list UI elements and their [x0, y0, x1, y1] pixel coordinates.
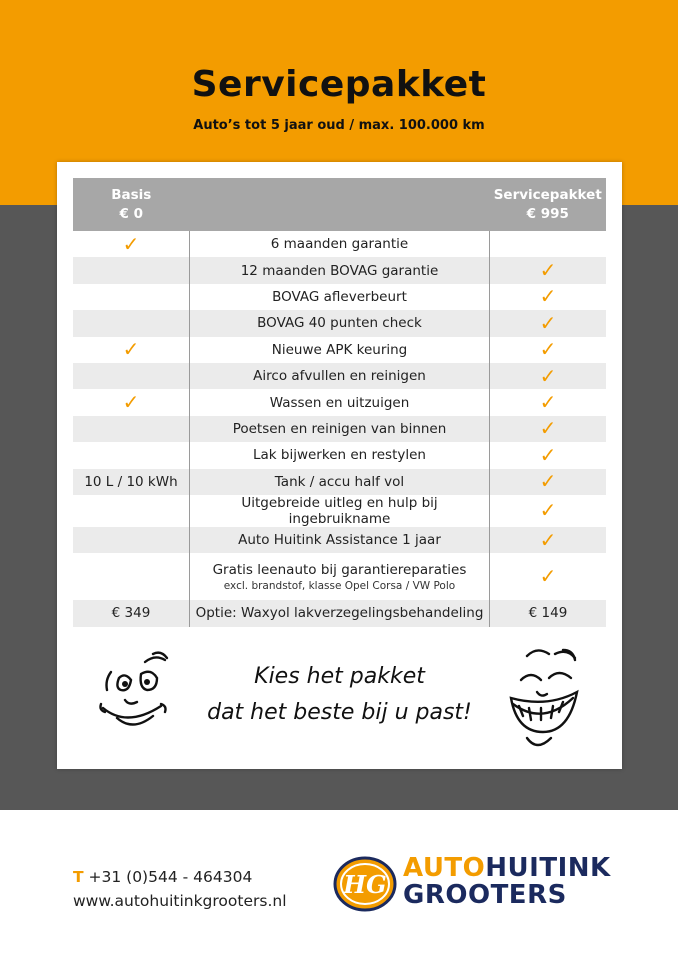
page-subtitle: Auto’s tot 5 jaar oud / max. 100.000 km: [193, 118, 485, 133]
feature-label: 6 maanden garantie: [270, 236, 409, 253]
table-row: [73, 495, 606, 527]
header-basis-price: € 0: [119, 205, 143, 222]
feature-cell: [190, 337, 490, 363]
phone-line: [73, 868, 252, 886]
service-cell-value: ✓: [539, 363, 557, 388]
feature-cell: [190, 389, 490, 415]
table-row: [73, 389, 606, 415]
feature-label: BOVAG 40 punten check: [257, 315, 422, 332]
phone-number[interactable]: +31 (0)544 - 464304: [88, 868, 253, 886]
service-cell-value: ✓: [539, 469, 557, 494]
basis-cell: [73, 257, 190, 283]
service-cell-value: ✓: [539, 416, 557, 441]
brand-logo: [333, 853, 623, 915]
basis-cell: [73, 495, 190, 527]
service-cell: [490, 495, 607, 527]
service-cell: [490, 553, 607, 600]
basis-cell-value: € 349: [111, 605, 151, 622]
service-cell-value: ✓: [539, 258, 557, 283]
table-row: [73, 442, 606, 468]
package-card: [57, 162, 622, 769]
service-cell-value: ✓: [539, 442, 557, 467]
logo-word-huitink: HUITINK: [485, 853, 611, 883]
logo-word-grooters: GROOTERS: [403, 880, 567, 910]
service-cell-value: ✓: [539, 527, 557, 552]
basis-cell-value: ✓: [122, 337, 140, 362]
feature-cell: [190, 553, 490, 600]
header-basis-name: Basis: [111, 186, 152, 203]
table-row: [73, 284, 606, 310]
table-row: [73, 337, 606, 363]
feature-label: Wassen en uitzuigen: [269, 394, 410, 411]
feature-label: Optie: Waxyol lakverzegelingsbehandeling: [195, 605, 484, 622]
service-cell: [490, 257, 607, 283]
basis-cell: [73, 469, 190, 495]
header-service-name: Servicepakket: [493, 186, 602, 203]
feature-cell: [190, 257, 490, 283]
basis-cell-value: ✓: [122, 390, 140, 415]
basis-cell: [73, 310, 190, 336]
service-cell-value: ✓: [539, 564, 557, 589]
service-cell-value: ✓: [539, 498, 557, 523]
service-cell: [490, 337, 607, 363]
service-cell: [490, 284, 607, 310]
basis-cell: [73, 600, 190, 626]
feature-label: Auto Huitink Assistance 1 jaar: [238, 532, 441, 549]
table-row: [73, 231, 606, 257]
service-cell: [490, 442, 607, 468]
table-row: [73, 363, 606, 389]
basis-cell: [73, 337, 190, 363]
table-row: [73, 527, 606, 553]
table-row: [73, 416, 606, 442]
table-row: [73, 553, 606, 600]
basis-cell-value: ✓: [122, 231, 140, 256]
basis-cell: [73, 284, 190, 310]
table-row: [73, 600, 606, 626]
basis-cell: [73, 416, 190, 442]
feature-cell: [190, 469, 490, 495]
table-row: [73, 469, 606, 495]
service-cell: [490, 527, 607, 553]
service-cell: [490, 416, 607, 442]
feature-label: Nieuwe APK keuring: [271, 341, 408, 358]
package-table: [73, 178, 606, 627]
badge-text: HG: [343, 870, 387, 899]
feature-cell: [190, 495, 490, 527]
table-header-row: [73, 178, 606, 231]
service-cell-value: ✓: [539, 284, 557, 309]
header-feature: [190, 178, 490, 231]
slogan-line-1: Kies het pakket: [254, 664, 425, 689]
table-row: [73, 310, 606, 336]
feature-cell: [190, 310, 490, 336]
logo-word-autohuitink: [403, 853, 611, 883]
service-cell: [490, 231, 607, 257]
slogan-line-2: dat het beste bij u past!: [207, 700, 472, 725]
feature-label: Lak bijwerken en restylen: [252, 447, 426, 464]
service-cell: [490, 469, 607, 495]
feature-label: Airco afvullen en reinigen: [253, 368, 426, 385]
basis-cell: [73, 363, 190, 389]
feature-label: Poetsen en reinigen van binnen: [232, 420, 447, 437]
phone-prefix: T: [73, 868, 84, 886]
feature-cell: [190, 527, 490, 553]
feature-cell: [190, 363, 490, 389]
header-basis: [73, 178, 190, 231]
feature-label: Gratis leenauto bij garantiereparaties: [212, 561, 467, 578]
hg-badge-icon: [333, 855, 397, 913]
website-link[interactable]: www.autohuitinkgrooters.nl: [73, 892, 287, 910]
logo-word-auto: AUTO: [403, 853, 486, 883]
feature-note: excl. brandstof, klasse Opel Corsa / VW Polo: [223, 579, 456, 592]
table-row: [73, 257, 606, 283]
feature-label: Uitgebreide uitleg en hulp bij ingebruikname: [241, 494, 438, 527]
basis-cell: [73, 553, 190, 600]
service-cell: [490, 600, 607, 626]
basis-cell: [73, 527, 190, 553]
feature-label: BOVAG afleverbeurt: [272, 288, 407, 305]
feature-label: Tank / accu half vol: [274, 473, 405, 490]
basis-cell: [73, 442, 190, 468]
feature-cell: [190, 231, 490, 257]
header-service-price: € 995: [526, 205, 569, 222]
basis-cell: [73, 389, 190, 415]
feature-cell: [190, 600, 490, 626]
feature-cell: [190, 284, 490, 310]
service-cell-value: ✓: [539, 310, 557, 335]
page-title: Servicepakket: [191, 64, 487, 105]
service-cell-value: ✓: [539, 390, 557, 415]
service-cell: [490, 310, 607, 336]
laughing-face-right-icon: [497, 646, 587, 756]
feature-cell: [190, 416, 490, 442]
service-cell-value: € 149: [528, 605, 568, 622]
service-cell-value: ✓: [539, 337, 557, 362]
feature-label: 12 maanden BOVAG garantie: [240, 262, 439, 279]
basis-cell: [73, 231, 190, 257]
basis-cell-value: 10 L / 10 kWh: [84, 473, 178, 490]
header-service: [490, 178, 607, 231]
service-cell: [490, 363, 607, 389]
feature-cell: [190, 442, 490, 468]
service-cell: [490, 389, 607, 415]
